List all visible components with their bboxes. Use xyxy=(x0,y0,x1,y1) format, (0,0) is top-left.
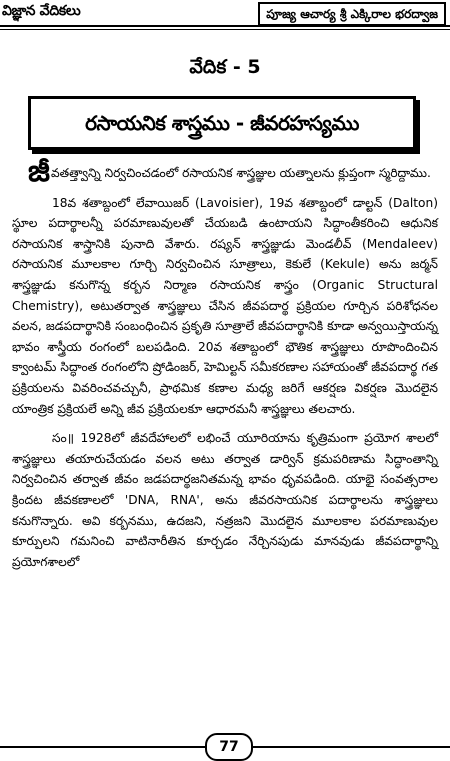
paragraph-urea xyxy=(12,428,438,572)
author-name: పూజ్య ఆచార్య శ్రీ ఎక్కిరాల భరద్వాజ xyxy=(258,2,446,26)
page-number: 77 xyxy=(205,733,253,761)
paragraph-history xyxy=(12,193,438,420)
drop-cap: జీ xyxy=(28,154,50,189)
body-text xyxy=(12,154,438,581)
header-rule-thin xyxy=(0,29,450,30)
paragraph-text: సం॥ 1928లో జీవదేహాలలో లభించే యూరియాను కృత్రిమంగా ప్రయోగ శాలలో శాస్త్రజ్ఞులు తయారుచేయడం వలన అటు తర్వాత డార్విన్ క్రమపరిణామ సిద్ధాంతాన్ని నిర్వచించిన తర్వాత జీవం జడపదార్థజనితమన్న భావం ధృవపడింది. యాభై సంవత్సరాల క్రిందట జీవకణాలలో 'DNA, RNA', అను జీవరసాయనిక పదార్థాలను శాస్త్రజ్ఞులు కనుగొన్నారు. అవి కర్బనము, ఉదజని, నత్రజని మొదలైన మూలకాల పరమాణువుల కూర్పులని గమనించి వాటినారీతిన కూర్చడం నేర్చినపుడు మానవుడు జీవపదార్థాన్ని ప్రయోగశాలలో xyxy=(12,431,438,569)
paragraph-text: వతత్త్వాన్ని నిర్వచించడంలో రసాయనిక శాస్త్రజ్ఞుల యత్నాలను క్లుప్తంగా స్మరిద్దాము. xyxy=(50,166,431,180)
running-header xyxy=(0,0,450,26)
book-title: విజ్ఞాన వేదికలు xyxy=(2,3,81,19)
paragraph-intro xyxy=(12,154,438,189)
chapter-title: రసాయనిక శాస్త్రము - జీవరహస్యము xyxy=(28,96,416,150)
header-rule xyxy=(0,25,450,27)
paragraph-text: 18వ శతాబ్దంలో లేవాయిజర్ (Lavoisier), 19వ శతాబ్దంలో డాల్టన్ (Dalton) స్థూల పదార్థాలన్నీ పరమాణువులతో చేయబడి ఉంటాయని సిద్ధాంతీకరించి ఆధునిక రసాయనిక శాస్త్రానికి పునాది వేశారు. రష్యన్ శాస్త్రజ్ఞుడు మెండలీవ్ (Mendaleev) రసాయనిక మూలకాల గూర్చి నిర్వచించిన సూత్రాలు, కెకులే (Kekule) అను జర్మన్ శాస్త్రజ్ఞుడు కనుగొన్న కర్బన నిర్మాణ రసాయనిక శాస్త్రం (Organic Structural Chemistry), అటుతర్వాత శాస్త్రజ్ఞులు చేసిన జీవపదార్థ ప్రక్రియల గూర్చిన పరిశోధనల వలన, జడపదార్థానికి సంబంధించిన ప్రకృతి సూత్రాలే జీవపదార్థానికి కూడా అన్వయిస్తాయన్న భావం శాస్త్రీయ రంగంలో బలపడింది. 20వ శతాబ్దంలో భౌతిక శాస్త్రజ్ఞులు రూపొందించిన క్వాంటమ్ సిద్ధాంత రంగంలోని ష్రోడింజర్, హెమిల్టన్ సమీకరణాల సహాయంతో జీవపదార్థ గత ప్రక్రియలను వివరించవచ్చునీ, ప్రాథమిక కణాల మధ్య జరిగే ఆకర్షణ వికర్షణ మొదలైన యాంత్రిక ప్రక్రియలే అన్ని జీవ ప్రక్రియలకూ ఆధారమనీ శాస్త్రజ్ఞులు తలచారు. xyxy=(12,195,438,416)
chapter-label: వేదిక - 5 xyxy=(189,56,261,78)
